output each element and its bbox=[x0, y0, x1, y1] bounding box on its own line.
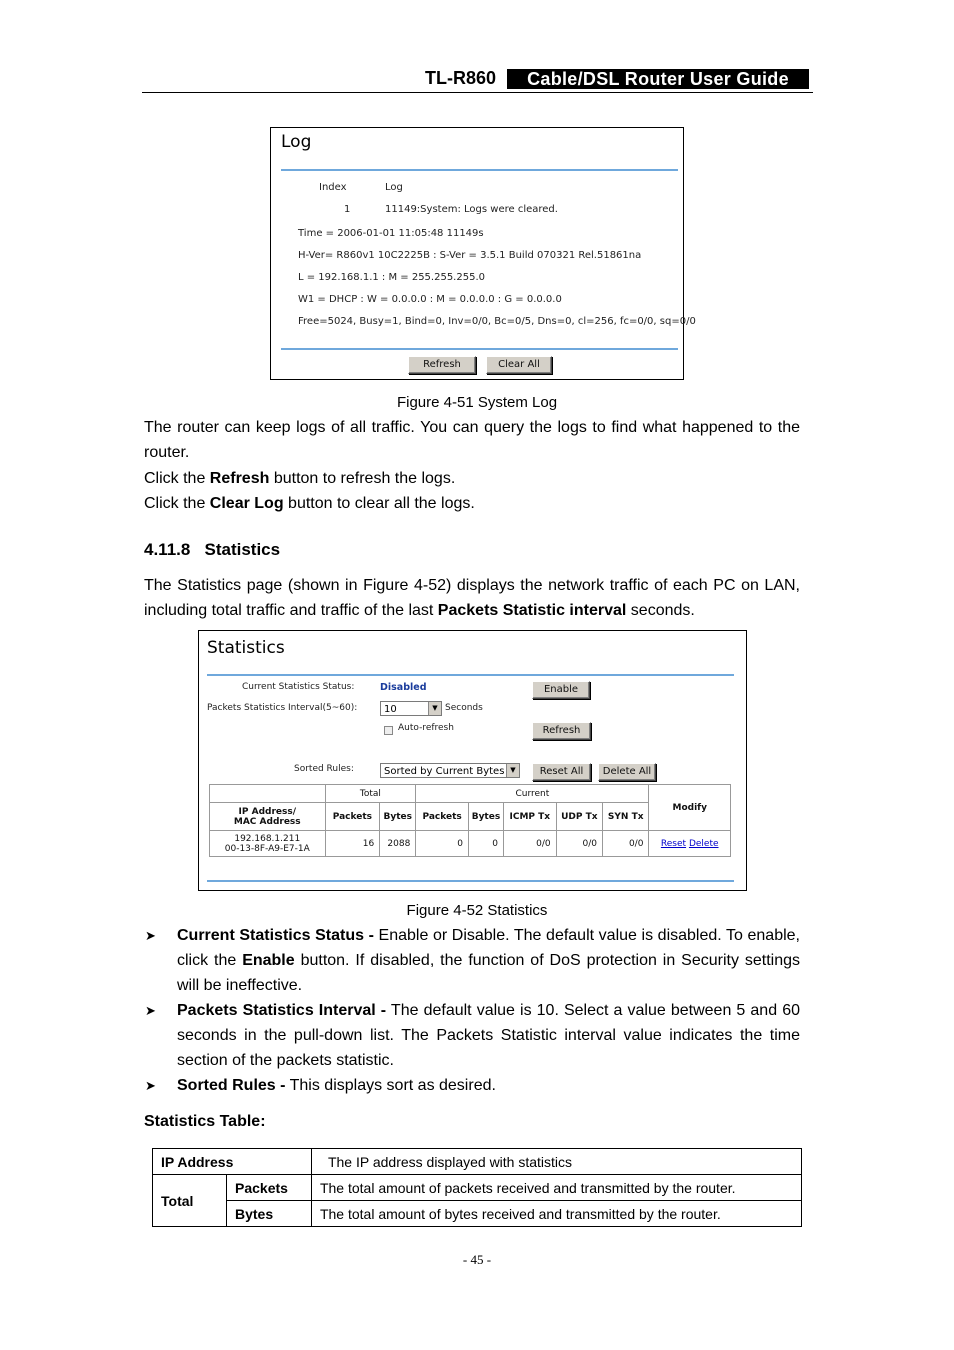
enable-button[interactable]: Enable bbox=[532, 681, 590, 699]
log-line: W1 = DHCP : W = 0.0.0.0 : M = 0.0.0.0 : G = 0.0.0.0 bbox=[298, 294, 562, 305]
status-value: Disabled bbox=[380, 682, 427, 693]
delete-link[interactable]: Delete bbox=[688, 838, 719, 849]
interval-select[interactable]: 10 ▼ bbox=[380, 701, 442, 716]
sorted-rules-select[interactable]: Sorted by Current Bytes ▼ bbox=[380, 763, 520, 778]
status-label: Current Statistics Status: bbox=[242, 682, 355, 692]
total-label: Total bbox=[153, 1175, 227, 1227]
interval-label: Packets Statistics Interval(5~60): bbox=[207, 703, 358, 713]
click-clear-text: Click the Clear Log button to clear all the logs. bbox=[144, 495, 475, 512]
modify-header: Modify bbox=[649, 785, 731, 831]
statistics-screenshot bbox=[198, 630, 747, 891]
section-number: 4.11.8 bbox=[144, 540, 191, 559]
log-row-index: 1 bbox=[344, 204, 351, 215]
col-header: Bytes bbox=[468, 803, 503, 831]
log-top-rule bbox=[281, 169, 678, 171]
log-line: L = 192.168.1.1 : M = 255.255.255.0 bbox=[298, 272, 485, 283]
bullet-arrow-icon: ➤ bbox=[145, 928, 156, 943]
current-header: Current bbox=[416, 785, 649, 803]
log-clear-all-button[interactable]: Clear All bbox=[486, 356, 552, 374]
col-header: Bytes bbox=[380, 803, 416, 831]
page-number: - 45 - bbox=[462, 1252, 492, 1267]
ipmac-header: IP Address/ MAC Address bbox=[210, 803, 326, 831]
bullet-arrow-icon: ➤ bbox=[145, 1003, 156, 1018]
log-index-header: Index bbox=[319, 182, 347, 193]
log-title: Log bbox=[281, 132, 312, 152]
col-header: SYN Tx bbox=[603, 803, 649, 831]
definition-table bbox=[152, 1148, 802, 1227]
sorted-rules-label: Sorted Rules: bbox=[294, 764, 354, 774]
ip-address-desc: The IP address displayed with statistics bbox=[311, 1149, 801, 1175]
packets-desc: The total amount of packets received and transmitted by the router. bbox=[311, 1175, 801, 1201]
col-header: Packets bbox=[416, 803, 469, 831]
log-description: The router can keep logs of all traffic. You can query the logs to find what happened to the router. bbox=[144, 419, 800, 461]
bullet-sorted-rules: Sorted Rules - This displays sort as desired. bbox=[177, 1077, 496, 1094]
statistics-table-heading: Statistics Table: bbox=[144, 1113, 266, 1130]
log-screenshot bbox=[270, 127, 696, 380]
log-refresh-button[interactable]: Refresh bbox=[408, 356, 476, 374]
col-header: UDP Tx bbox=[556, 803, 602, 831]
log-line: H-Ver= R860v1 10C2225B : S-Ver = 3.5.1 Build 070321 Rel.51861na bbox=[298, 250, 642, 261]
figure-52-caption: Figure 4-52 Statistics bbox=[406, 902, 548, 919]
auto-refresh-checkbox[interactable] bbox=[384, 726, 393, 735]
log-line: Free=5024, Busy=1, Bind=0, Inv=0/0, Bc=0/5, Dns=0, cl=256, fc=0/0, sq=0/0 bbox=[298, 316, 696, 327]
section-heading bbox=[144, 540, 280, 560]
reset-link[interactable]: Reset bbox=[660, 838, 687, 849]
log-line: Time = 2006-01-01 11:05:48 11149s bbox=[298, 228, 484, 239]
stats-intro: The Statistics page (shown in Figure 4-52) displays the network traffic of each PC on LAN, including total traffic and traffic of the last Packets Statistic interval seconds. bbox=[144, 577, 800, 619]
header-model: TL-R860 bbox=[424, 68, 496, 88]
stats-bottom-rule bbox=[207, 880, 734, 882]
bullet-current-status: Current Statistics Status - Enable or Disable. The default value is disabled. To enable, click the Enable button. If disabled, the function of DoS protection in Security settings will be ineffective. bbox=[177, 927, 801, 994]
ipmac-cell: 192.168.1.211 00-13-8F-A9-E7-1A bbox=[210, 831, 326, 857]
header-rule bbox=[142, 92, 813, 93]
table-row: 192.168.1.211 00-13-8F-A9-E7-1A 16 2088 0 0 0/0 0/0 0/0 Reset Delete bbox=[210, 831, 731, 857]
delete-all-button[interactable]: Delete All bbox=[598, 763, 656, 781]
log-bottom-rule bbox=[281, 348, 678, 350]
total-header: Total bbox=[325, 785, 416, 803]
reset-all-button[interactable]: Reset All bbox=[532, 763, 591, 781]
chevron-down-icon: ▼ bbox=[506, 764, 519, 777]
packets-label: Packets bbox=[227, 1175, 312, 1201]
col-header: Packets bbox=[325, 803, 380, 831]
ip-address-label: IP Address bbox=[153, 1149, 312, 1175]
statistics-table bbox=[209, 784, 731, 857]
auto-refresh-label: Auto-refresh bbox=[398, 723, 454, 733]
click-refresh-text: Click the Refresh button to refresh the logs. bbox=[144, 470, 456, 487]
stats-refresh-button[interactable]: Refresh bbox=[532, 722, 591, 740]
page-header bbox=[0, 66, 812, 92]
stats-title: Statistics bbox=[207, 638, 285, 658]
section-title: Statistics bbox=[204, 540, 281, 559]
bullet-arrow-icon: ➤ bbox=[145, 1078, 156, 1093]
log-row-text: 11149:System: Logs were cleared. bbox=[385, 204, 558, 215]
stats-top-rule bbox=[207, 674, 734, 676]
log-log-header: Log bbox=[385, 182, 403, 193]
figure-51-caption: Figure 4-51 System Log bbox=[396, 394, 558, 411]
header-guide-title: Cable/DSL Router User Guide bbox=[507, 69, 809, 89]
bytes-label: Bytes bbox=[227, 1201, 312, 1227]
chevron-down-icon: ▼ bbox=[428, 702, 441, 715]
seconds-label: Seconds bbox=[445, 703, 483, 713]
bullet-interval: Packets Statistics Interval - The default value is 10. Select a value between 5 and 60 seconds in the pull-down list. The Packets Statistic interval value indicates the time section of the packets statistic. bbox=[177, 1002, 800, 1069]
col-header: ICMP Tx bbox=[503, 803, 556, 831]
bytes-desc: The total amount of bytes received and transmitted by the router. bbox=[311, 1201, 801, 1227]
modify-cell bbox=[649, 831, 731, 857]
